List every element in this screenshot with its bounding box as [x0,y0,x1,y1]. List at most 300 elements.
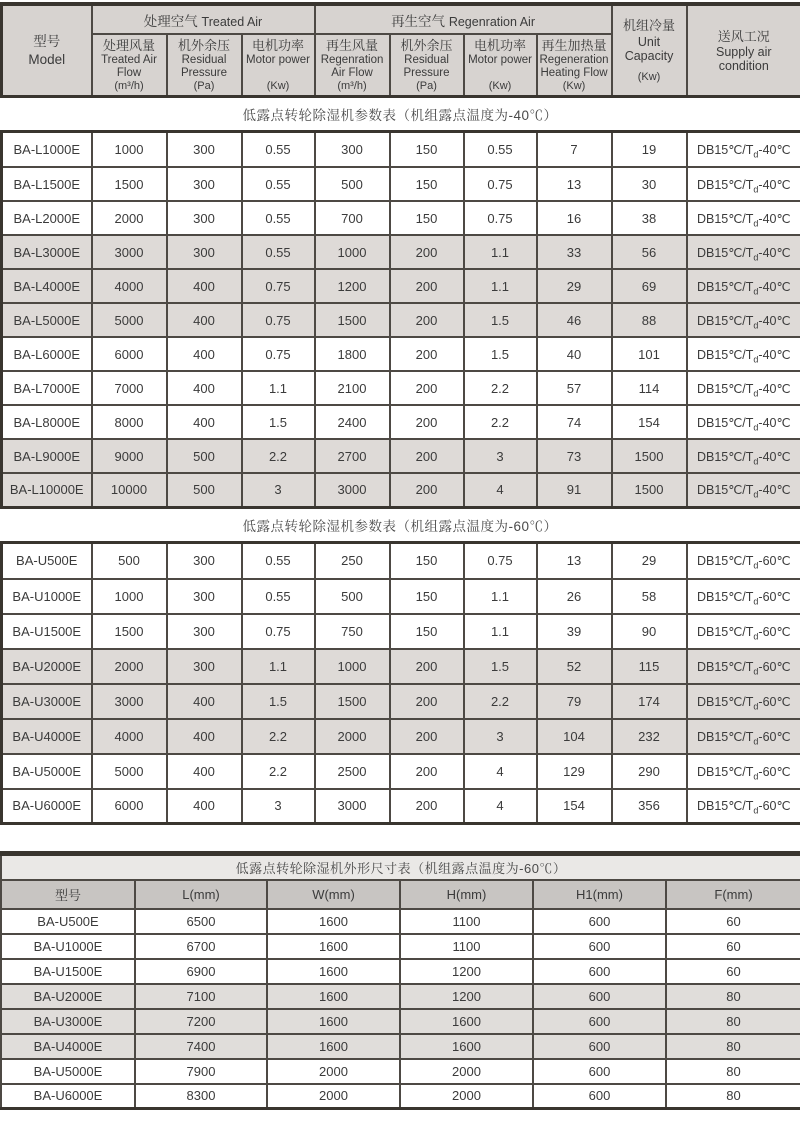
value-cell: 3000 [315,473,390,507]
value-cell: 1000 [315,649,390,684]
value-cell: 52 [537,649,612,684]
model-cell: BA-U4000E [2,719,92,754]
value-cell: 150 [390,614,464,649]
value-cell: 500 [92,544,167,579]
model-cell: BA-U6000E [1,1084,135,1109]
spec-row [2,614,800,649]
value-cell: 0.55 [242,544,315,579]
value-cell: 200 [390,439,464,473]
value-cell: 356 [612,789,687,824]
unit-capacity-en: Unit Capacity [624,34,674,63]
value-cell: 1100 [400,934,533,959]
value-cell: 2000 [267,1084,400,1109]
value-cell: 74 [537,405,612,439]
dimension-table-header-row [1,880,800,909]
value-cell: 400 [167,754,242,789]
value-cell: 1.1 [464,269,537,303]
value-cell: 400 [167,337,242,371]
value-cell: 300 [167,544,242,579]
unit-capacity-unit: (Kw) [637,70,661,83]
value-cell: 1600 [267,984,400,1009]
value-cell: 1500 [315,303,390,337]
value-cell: 13 [537,167,612,201]
value-cell: 300 [167,649,242,684]
value-cell: 1.1 [464,235,537,269]
value-cell: 200 [390,303,464,337]
value-cell: 7 [537,133,612,167]
sub-header-unit: (Pa) [416,80,437,92]
model-cell: BA-U5000E [2,754,92,789]
supply-condition-cell: $DB15℃/T_d-40℃$ [687,405,800,439]
value-cell: 400 [167,303,242,337]
value-cell: 2000 [315,719,390,754]
value-cell: 1.1 [464,614,537,649]
value-cell: 600 [533,984,666,1009]
value-cell: 1600 [267,934,400,959]
sub-header-zh: 电机功率 [252,38,305,53]
value-cell: 0.75 [242,337,315,371]
dim-column-header: F(mm) [666,880,800,909]
supply-condition-cell: $DB15℃/T_d-40℃$ [687,201,800,235]
value-cell: 1.5 [242,684,315,719]
value-cell: 4000 [92,269,167,303]
value-cell: 1.5 [464,649,537,684]
value-cell: 33 [537,235,612,269]
value-cell: 0.75 [242,614,315,649]
value-cell: 1600 [267,1034,400,1059]
value-cell: 2000 [92,201,167,235]
sub-header-en: Treated Air Flow [101,54,157,80]
spec-row [2,789,800,824]
value-cell: 19 [612,133,687,167]
value-cell: 300 [167,201,242,235]
value-cell: 400 [167,684,242,719]
value-cell: 88 [612,303,687,337]
dim-column-header: 型号 [1,880,135,909]
value-cell: 400 [167,789,242,824]
model-cell: BA-L4000E [2,269,92,303]
spec-row [2,684,800,719]
value-cell: 400 [167,719,242,754]
value-cell: 1.1 [464,579,537,614]
dim-column-header: H1(mm) [533,880,666,909]
treated-air-group-en: Treated Air [201,14,263,29]
value-cell: 80 [666,1009,800,1034]
spec-row [2,405,800,439]
value-cell: 500 [167,439,242,473]
model-cell: BA-U3000E [1,1009,135,1034]
value-cell: 60 [666,959,800,984]
value-cell: 79 [537,684,612,719]
value-cell: 7000 [92,371,167,405]
value-cell: 29 [612,544,687,579]
section-title-minus60: 低露点转轮除湿机参数表（机组露点温度为-60℃） [0,509,800,544]
value-cell: 200 [390,649,464,684]
value-cell: 3 [464,439,537,473]
value-cell: 4 [464,754,537,789]
value-cell: 1800 [315,337,390,371]
value-cell: 90 [612,614,687,649]
sub-header-zh: 处理风量 [102,38,155,53]
supply-condition-cell: $DB15℃/T_d-40℃$ [687,133,800,167]
model-cell: BA-L6000E [2,337,92,371]
col-group-regeneration-air [315,4,612,34]
value-cell: 1500 [92,614,167,649]
value-cell: 0.55 [242,167,315,201]
spec-row [2,719,800,754]
sub-header-en: Motor power [468,54,532,67]
value-cell: 700 [315,201,390,235]
model-cell: BA-L1000E [2,133,92,167]
sub-header-unit: (Kw) [266,80,290,92]
sub-column-header [167,34,242,97]
value-cell: 1500 [315,684,390,719]
value-cell: 0.55 [242,133,315,167]
value-cell: 6900 [135,959,267,984]
sub-header-zh: 机外余压 [400,38,453,53]
value-cell: 500 [315,167,390,201]
dimension-row [1,1009,800,1034]
value-cell: 0.75 [464,201,537,235]
value-cell: 4 [464,789,537,824]
value-cell: 2.2 [464,371,537,405]
value-cell: 2400 [315,405,390,439]
value-cell: 6700 [135,934,267,959]
sub-header-unit: (Pa) [193,80,215,92]
spec-row [2,544,800,579]
value-cell: 150 [390,133,464,167]
dimension-row [1,984,800,1009]
supply-header-zh: 送风工况 [717,28,770,44]
value-cell: 1.5 [464,337,537,371]
value-cell: 2500 [315,754,390,789]
value-cell: 2000 [400,1059,533,1084]
value-cell: 200 [390,337,464,371]
regen-air-group-zh: 再生空气 [391,13,446,29]
value-cell: 6500 [135,909,267,934]
value-cell: 200 [390,789,464,824]
value-cell: 1100 [400,909,533,934]
value-cell: 600 [533,1059,666,1084]
dimension-row [1,1084,800,1109]
value-cell: 80 [666,1034,800,1059]
value-cell: 9000 [92,439,167,473]
value-cell: 1000 [92,133,167,167]
model-cell: BA-L3000E [2,235,92,269]
value-cell: 6000 [92,789,167,824]
supply-condition-cell: $DB15℃/T_d-40℃$ [687,235,800,269]
value-cell: 290 [612,754,687,789]
value-cell: 58 [612,579,687,614]
supply-condition-cell: $DB15℃/T_d-60℃$ [687,544,800,579]
value-cell: 200 [390,405,464,439]
supply-condition-cell: $DB15℃/T_d-40℃$ [687,303,800,337]
value-cell: 600 [533,1009,666,1034]
spec-row [2,579,800,614]
value-cell: 3 [242,473,315,507]
value-cell: 600 [533,909,666,934]
spec-row [2,371,800,405]
supply-condition-cell: $DB15℃/T_d-40℃$ [687,473,800,507]
spec-row [2,649,800,684]
value-cell: 150 [390,544,464,579]
value-cell: 200 [390,719,464,754]
supply-condition-cell: $DB15℃/T_d-60℃$ [687,579,800,614]
dimension-row [1,934,800,959]
value-cell: 1.5 [464,303,537,337]
value-cell: 38 [612,201,687,235]
value-cell: 1000 [92,579,167,614]
value-cell: 4000 [92,719,167,754]
treated-air-group-zh: 处理空气 [143,13,198,29]
dimension-table [0,851,800,1110]
value-cell: 500 [315,579,390,614]
dim-column-header: W(mm) [267,880,400,909]
spec-table-minus40 [0,133,800,509]
value-cell: 200 [390,754,464,789]
value-cell: 3 [242,789,315,824]
value-cell: 7900 [135,1059,267,1084]
value-cell: 300 [167,614,242,649]
value-cell: 1200 [400,984,533,1009]
supply-condition-cell: $DB15℃/T_d-40℃$ [687,439,800,473]
value-cell: 300 [167,579,242,614]
value-cell: 4 [464,473,537,507]
dim-column-header: H(mm) [400,880,533,909]
model-cell: BA-U4000E [1,1034,135,1059]
value-cell: 150 [390,167,464,201]
sub-header-en: Residual Pressure [180,54,228,80]
model-cell: BA-U500E [1,909,135,934]
value-cell: 0.75 [464,167,537,201]
model-cell: BA-U1000E [1,934,135,959]
model-cell: BA-U500E [2,544,92,579]
sub-column-header [390,34,464,97]
value-cell: 600 [533,959,666,984]
dim-column-header: L(mm) [135,880,267,909]
value-cell: 2.2 [242,719,315,754]
model-cell: BA-L2000E [2,201,92,235]
dimension-row [1,1059,800,1084]
model-cell: BA-U2000E [1,984,135,1009]
value-cell: 3 [464,719,537,754]
value-cell: 1500 [612,473,687,507]
model-cell: BA-U1500E [1,959,135,984]
spec-row [2,337,800,371]
sub-header-zh: 再生风量 [326,38,379,53]
value-cell: 69 [612,269,687,303]
spec-row [2,439,800,473]
value-cell: 91 [537,473,612,507]
supply-condition-cell: $DB15℃/T_d-40℃$ [687,371,800,405]
sub-column-header [537,34,612,97]
value-cell: 1000 [315,235,390,269]
value-cell: 2.2 [464,684,537,719]
value-cell: 300 [167,235,242,269]
value-cell: 150 [390,579,464,614]
model-header-en: Model [28,52,66,68]
dimension-row [1,1034,800,1059]
value-cell: 154 [537,789,612,824]
value-cell: 7100 [135,984,267,1009]
value-cell: 40 [537,337,612,371]
value-cell: 7400 [135,1034,267,1059]
supply-condition-cell: $DB15℃/T_d-60℃$ [687,649,800,684]
value-cell: 1600 [267,1009,400,1034]
value-cell: 57 [537,371,612,405]
value-cell: 1600 [267,909,400,934]
value-cell: 2.2 [242,439,315,473]
value-cell: 600 [533,1034,666,1059]
value-cell: 200 [390,684,464,719]
value-cell: 600 [533,1084,666,1109]
value-cell: 1200 [400,959,533,984]
value-cell: 1.1 [242,649,315,684]
value-cell: 115 [612,649,687,684]
spec-row [2,303,800,337]
value-cell: 1200 [315,269,390,303]
sub-column-header [464,34,537,97]
spec-row [2,269,800,303]
model-cell: BA-U1000E [2,579,92,614]
supply-header-en: Supply air condition [715,45,772,74]
model-cell: BA-L8000E [2,405,92,439]
value-cell: 2100 [315,371,390,405]
table-gap [0,825,800,851]
value-cell: 1.5 [242,405,315,439]
dimension-table-title: 低露点转轮除湿机外形尺寸表（机组露点温度为-60℃） [1,854,800,880]
value-cell: 104 [537,719,612,754]
value-cell: 150 [390,201,464,235]
value-cell: 8000 [92,405,167,439]
model-cell: BA-U5000E [1,1059,135,1084]
supply-condition-cell: $DB15℃/T_d-40℃$ [687,167,800,201]
value-cell: 5000 [92,754,167,789]
supply-condition-cell: $DB15℃/T_d-60℃$ [687,614,800,649]
model-cell: BA-L10000E [2,473,92,507]
value-cell: 13 [537,544,612,579]
sub-header-unit: (Kw) [488,80,512,92]
value-cell: 30 [612,167,687,201]
value-cell: 1500 [612,439,687,473]
value-cell: 2.2 [464,405,537,439]
supply-condition-cell: $DB15℃/T_d-60℃$ [687,754,800,789]
value-cell: 6000 [92,337,167,371]
value-cell: 3000 [92,684,167,719]
value-cell: 3000 [92,235,167,269]
value-cell: 1600 [267,959,400,984]
sub-header-en: Residual Pressure [403,54,450,80]
sub-header-en: Regeneration Heating Flow [539,54,609,80]
value-cell: 2000 [267,1059,400,1084]
value-cell: 101 [612,337,687,371]
value-cell: 7200 [135,1009,267,1034]
sub-header-unit: (Kw) [562,80,586,92]
supply-condition-cell: $DB15℃/T_d-60℃$ [687,789,800,824]
dimension-row [1,959,800,984]
dimension-table-title-row [1,854,800,880]
value-cell: 154 [612,405,687,439]
sub-column-header [315,34,390,97]
value-cell: 0.55 [242,235,315,269]
spec-row [2,133,800,167]
col-header-unit-capacity [612,4,687,97]
value-cell: 400 [167,269,242,303]
col-header-supply-air [687,4,800,97]
value-cell: 1.1 [242,371,315,405]
supply-condition-cell: $DB15℃/T_d-40℃$ [687,269,800,303]
value-cell: 26 [537,579,612,614]
sub-header-en: Regenration Air Flow [320,54,384,80]
value-cell: 56 [612,235,687,269]
model-cell: BA-L1500E [2,167,92,201]
spec-header-table [0,2,800,98]
value-cell: 500 [167,473,242,507]
supply-condition-cell: $DB15℃/T_d-40℃$ [687,337,800,371]
value-cell: 232 [612,719,687,754]
value-cell: 300 [167,133,242,167]
model-cell: BA-U3000E [2,684,92,719]
value-cell: 129 [537,754,612,789]
value-cell: 400 [167,371,242,405]
value-cell: 16 [537,201,612,235]
value-cell: 2700 [315,439,390,473]
value-cell: 60 [666,909,800,934]
col-header-model [2,4,92,97]
spec-row [2,167,800,201]
unit-capacity-zh: 机组冷量 [623,18,676,34]
value-cell: 29 [537,269,612,303]
value-cell: 1600 [400,1034,533,1059]
value-cell: 0.55 [242,579,315,614]
value-cell: 0.55 [242,201,315,235]
value-cell: 2000 [92,649,167,684]
sub-header-zh: 机外余压 [177,38,230,53]
model-cell: BA-U1500E [2,614,92,649]
model-cell: BA-U2000E [2,649,92,684]
supply-condition-cell: $DB15℃/T_d-60℃$ [687,719,800,754]
dimension-row [1,909,800,934]
value-cell: 2000 [400,1084,533,1109]
value-cell: 300 [167,167,242,201]
value-cell: 600 [533,934,666,959]
value-cell: 200 [390,269,464,303]
model-cell: BA-U6000E [2,789,92,824]
value-cell: 60 [666,934,800,959]
value-cell: 200 [390,235,464,269]
supply-condition-cell: $DB15℃/T_d-60℃$ [687,684,800,719]
sub-header-zh: 再生加热量 [541,38,607,53]
value-cell: 750 [315,614,390,649]
sub-header-en: Motor power [246,54,310,67]
sub-header-unit: (m³/h) [114,80,144,92]
value-cell: 300 [315,133,390,167]
value-cell: 5000 [92,303,167,337]
value-cell: 46 [537,303,612,337]
sub-header-unit: (m³/h) [337,80,367,92]
regen-air-group-en: Regenration Air [448,14,535,29]
sub-header-zh: 电机功率 [474,38,527,53]
value-cell: 8300 [135,1084,267,1109]
value-cell: 0.75 [242,269,315,303]
value-cell: 250 [315,544,390,579]
value-cell: 200 [390,371,464,405]
value-cell: 39 [537,614,612,649]
value-cell: 80 [666,1084,800,1109]
spec-row [2,754,800,789]
value-cell: 0.75 [242,303,315,337]
model-cell: BA-L7000E [2,371,92,405]
